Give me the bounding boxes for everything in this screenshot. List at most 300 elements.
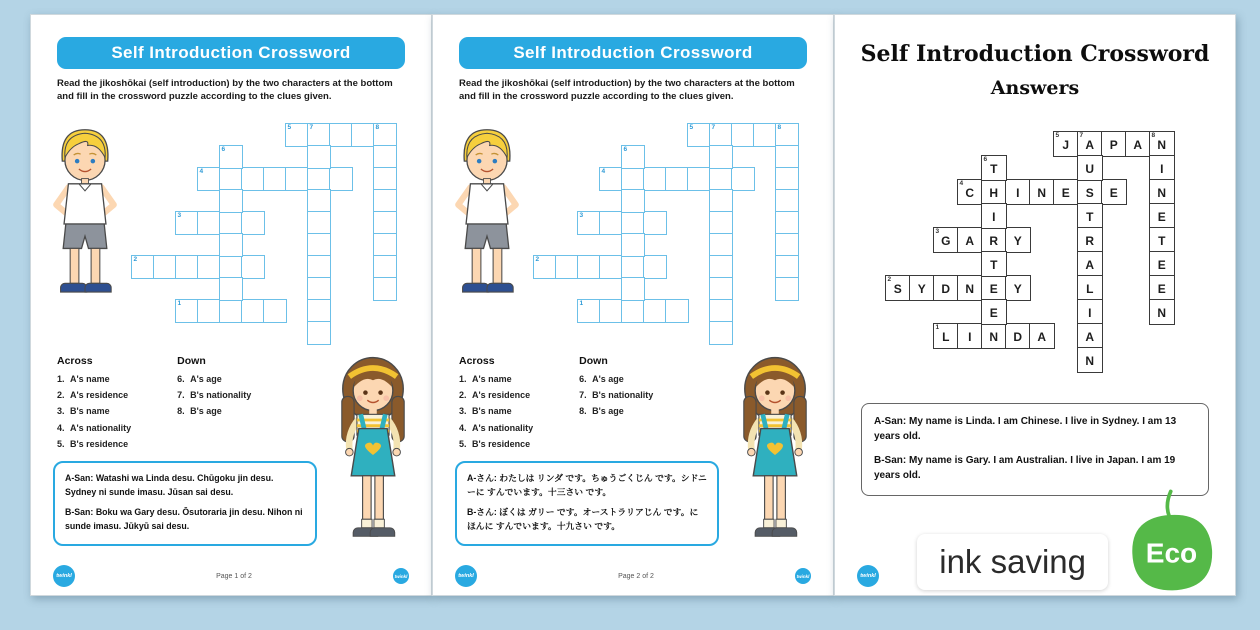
clue-number: 4. bbox=[57, 422, 65, 433]
crossword-cell bbox=[775, 145, 799, 169]
crossword-answer-letter: J bbox=[1062, 137, 1070, 152]
instructions-text: Read the jikoshōkai (self introduction) by the two characters at the bottom and fill in the crossword puzzle according to the clues given. bbox=[459, 78, 795, 103]
twinkl-logo bbox=[857, 565, 879, 587]
clue-text: B's residence bbox=[472, 438, 531, 449]
dialogue-line bbox=[467, 506, 707, 533]
crossword-answer-letter: A bbox=[1085, 137, 1095, 152]
page-number: Page 2 of 2 bbox=[618, 572, 654, 580]
crossword-answer-letter: S bbox=[893, 281, 902, 296]
clue-text: B's age bbox=[190, 406, 222, 417]
clue-number: 1. bbox=[459, 374, 467, 384]
crossword-answer-letter: I bbox=[992, 209, 996, 224]
crossword-cell bbox=[307, 189, 331, 213]
crossword-cell bbox=[665, 299, 689, 323]
crossword-answer-letter: A bbox=[1085, 329, 1095, 344]
crossword-clue-number: 7 bbox=[711, 123, 716, 131]
crossword-cell bbox=[981, 251, 1007, 277]
crossword-cell bbox=[175, 299, 199, 323]
speaker-label: A-さん: bbox=[467, 473, 497, 483]
crossword-cell bbox=[307, 233, 331, 257]
clue-text: B's residence bbox=[70, 438, 129, 449]
clue-text: B's nationality bbox=[592, 390, 654, 401]
crossword-cell bbox=[1077, 155, 1103, 181]
crossword-cell bbox=[329, 123, 353, 147]
clue-item bbox=[579, 371, 653, 387]
crossword-cell bbox=[709, 299, 733, 323]
clue-item bbox=[57, 371, 131, 387]
crossword-cell bbox=[775, 211, 799, 235]
crossword-clue-number: 7 bbox=[1079, 131, 1084, 139]
crossword-cell bbox=[219, 233, 243, 257]
clue-number: 5. bbox=[459, 438, 467, 449]
eco-leaf-svg bbox=[1122, 487, 1218, 598]
crossword-cell bbox=[1149, 299, 1175, 325]
crossword-cell bbox=[307, 299, 331, 323]
crossword-cell bbox=[621, 277, 645, 301]
clue-text: B's name bbox=[472, 406, 512, 417]
crossword-answer-letter: I bbox=[1016, 185, 1020, 200]
crossword-clue-number: 2 bbox=[887, 275, 892, 283]
crossword-answer-letter: A bbox=[1085, 257, 1095, 272]
clue-number: 2. bbox=[459, 390, 467, 401]
crossword-clue-number: 3 bbox=[579, 211, 584, 219]
crossword-cell bbox=[981, 323, 1007, 349]
crossword-clue-number: 6 bbox=[983, 155, 988, 163]
crossword-cell bbox=[981, 227, 1007, 253]
crossword-cell bbox=[1005, 227, 1031, 253]
crossword-answer-letter: L bbox=[1086, 281, 1094, 296]
worksheet-title-banner bbox=[57, 37, 405, 69]
crossword-cell bbox=[957, 227, 983, 253]
crossword-clue-number: 8 bbox=[1151, 131, 1156, 139]
crossword-cell bbox=[981, 299, 1007, 325]
answers-box bbox=[861, 403, 1209, 496]
crossword-cell bbox=[197, 255, 221, 279]
crossword-cell bbox=[1149, 179, 1175, 205]
crossword-cell bbox=[957, 179, 983, 205]
crossword-grid-empty bbox=[533, 123, 799, 345]
crossword-cell bbox=[1077, 131, 1103, 157]
crossword-cell bbox=[219, 211, 243, 235]
crossword-cell bbox=[131, 255, 155, 279]
crossword-cell bbox=[219, 167, 243, 191]
instructions-text: Read the jikoshōkai (self introduction) by the two characters at the bottom and fill in the crossword puzzle according to the clues given. bbox=[57, 78, 393, 103]
crossword-cell bbox=[1077, 203, 1103, 229]
worksheet-title: Self Introduction Crossword bbox=[513, 43, 753, 62]
crossword-answer-letter: I bbox=[1160, 161, 1164, 176]
crossword-cell bbox=[329, 167, 353, 191]
eco-leaf-icon bbox=[1122, 487, 1218, 598]
crossword-cell bbox=[241, 255, 265, 279]
across-heading: Across bbox=[57, 355, 93, 367]
crossword-cell bbox=[263, 167, 287, 191]
crossword-cell bbox=[775, 189, 799, 213]
crossword-cell bbox=[373, 277, 397, 301]
clue-item bbox=[459, 387, 533, 403]
crossword-cell bbox=[621, 189, 645, 213]
crossword-cell bbox=[709, 211, 733, 235]
down-clues bbox=[579, 355, 653, 452]
crossword-cell bbox=[981, 179, 1007, 205]
across-clues bbox=[459, 355, 533, 452]
crossword-cell bbox=[643, 299, 667, 323]
page-number: Page 1 of 2 bbox=[216, 572, 252, 580]
crossword-cell bbox=[153, 255, 177, 279]
dialogue-line bbox=[65, 506, 305, 533]
twinkl-logo-text: twinkl bbox=[56, 573, 72, 579]
clue-number: 1. bbox=[57, 374, 65, 384]
crossword-cell bbox=[373, 123, 397, 147]
clue-item bbox=[177, 387, 251, 403]
crossword-cell bbox=[621, 255, 645, 279]
crossword-clue-number: 5 bbox=[287, 123, 292, 131]
crossword-cell bbox=[709, 277, 733, 301]
clue-number: 4. bbox=[459, 422, 467, 433]
crossword-cell bbox=[731, 167, 755, 191]
crossword-cell bbox=[373, 233, 397, 257]
worksheet-title-banner bbox=[459, 37, 807, 69]
crossword-clue-number: 5 bbox=[689, 123, 694, 131]
crossword-cell bbox=[709, 189, 733, 213]
clue-text: A's age bbox=[592, 374, 624, 384]
crossword-cell bbox=[1149, 203, 1175, 229]
crossword-answer-letter: D bbox=[941, 281, 951, 296]
speaker-label: A-San: bbox=[65, 473, 94, 483]
clue-number: 3. bbox=[459, 406, 467, 417]
speaker-label: B-San: bbox=[65, 507, 94, 518]
crossword-cell bbox=[577, 255, 601, 279]
crossword-cell bbox=[885, 275, 911, 301]
crossword-cell bbox=[621, 211, 645, 235]
crossword-answer-letter: E bbox=[989, 281, 998, 296]
answer-line bbox=[874, 414, 1196, 444]
crossword-cell bbox=[957, 323, 983, 349]
crossword-cell bbox=[1149, 227, 1175, 253]
clue-text: A's age bbox=[190, 374, 222, 384]
crossword-clue-number: 8 bbox=[375, 123, 380, 131]
crossword-cell bbox=[219, 145, 243, 169]
answers-page-title: Self Introduction Crossword bbox=[860, 41, 1210, 67]
dialogue-line bbox=[467, 472, 707, 499]
boy-character-svg bbox=[37, 121, 133, 304]
crossword-cell bbox=[175, 255, 199, 279]
crossword-grid-answers bbox=[885, 131, 1175, 373]
clue-item bbox=[177, 371, 251, 387]
down-heading: Down bbox=[579, 355, 608, 367]
clue-number: 7. bbox=[177, 390, 185, 401]
crossword-clue-number: 4 bbox=[601, 167, 606, 175]
crossword-answer-letter: G bbox=[941, 233, 951, 248]
crossword-cell bbox=[957, 275, 983, 301]
twinkl-logo-text: twinkl bbox=[394, 573, 408, 579]
crossword-cell bbox=[1077, 323, 1103, 349]
boy-character-illustration bbox=[439, 121, 535, 304]
crossword-cell bbox=[753, 123, 777, 147]
crossword-cell bbox=[219, 299, 243, 323]
crossword-cell bbox=[373, 167, 397, 191]
crossword-cell bbox=[1029, 323, 1055, 349]
crossword-cell bbox=[709, 145, 733, 169]
crossword-clue-number: 4 bbox=[959, 179, 964, 187]
crossword-answer-letter: N bbox=[1157, 137, 1167, 152]
crossword-cell bbox=[643, 211, 667, 235]
dialogue-box bbox=[455, 461, 719, 546]
crossword-cell bbox=[307, 211, 331, 235]
crossword-cell bbox=[1077, 275, 1103, 301]
crossword-cell bbox=[1149, 275, 1175, 301]
clue-item bbox=[579, 387, 653, 403]
clue-item bbox=[459, 436, 533, 452]
clue-text: B's age bbox=[592, 406, 624, 417]
crossword-cell bbox=[373, 255, 397, 279]
crossword-answer-letter: P bbox=[1109, 137, 1118, 152]
crossword-cell bbox=[775, 167, 799, 191]
dialogue-text: Boku wa Gary desu. Ōsutoraria jin desu. Nihon ni sunde imasu. Jūkyū sai desu. bbox=[65, 507, 303, 531]
crossword-cell bbox=[197, 167, 221, 191]
crossword-clue-number: 2 bbox=[133, 255, 138, 263]
twinkl-logo-small bbox=[795, 568, 811, 584]
crossword-cell bbox=[241, 211, 265, 235]
crossword-answer-letter: R bbox=[989, 233, 999, 248]
crossword-cell bbox=[533, 255, 557, 279]
crossword-cell bbox=[1077, 347, 1103, 373]
crossword-clue-number: 7 bbox=[309, 123, 314, 131]
crossword-cell bbox=[285, 123, 309, 147]
girl-character-illustration bbox=[321, 351, 425, 554]
crossword-cell bbox=[373, 145, 397, 169]
boy-character-illustration bbox=[37, 121, 133, 304]
boy-character-svg bbox=[439, 121, 535, 304]
crossword-cell bbox=[1149, 251, 1175, 277]
crossword-answer-letter: T bbox=[990, 257, 998, 272]
across-heading: Across bbox=[459, 355, 495, 367]
clue-number: 8. bbox=[177, 406, 185, 417]
crossword-cell bbox=[373, 211, 397, 235]
crossword-cell bbox=[909, 275, 935, 301]
crossword-cell bbox=[219, 277, 243, 301]
worksheet-page-1[interactable] bbox=[30, 14, 432, 596]
crossword-answer-letter: Y bbox=[1013, 281, 1022, 296]
crossword-cell bbox=[351, 123, 375, 147]
girl-character-illustration bbox=[723, 351, 827, 554]
crossword-answer-letter: D bbox=[1013, 329, 1023, 344]
crossword-cell bbox=[709, 321, 733, 345]
crossword-answer-letter: N bbox=[1037, 185, 1047, 200]
down-clues bbox=[177, 355, 251, 452]
worksheet-page-2[interactable] bbox=[432, 14, 834, 596]
crossword-clue-number: 1 bbox=[177, 299, 182, 307]
twinkl-logo bbox=[53, 565, 75, 587]
crossword-answer-letter: E bbox=[1157, 281, 1166, 296]
crossword-answer-letter: A bbox=[1133, 137, 1143, 152]
crossword-cell bbox=[1005, 275, 1031, 301]
crossword-cell bbox=[775, 233, 799, 257]
crossword-cell bbox=[241, 167, 265, 191]
crossword-answer-letter: C bbox=[965, 185, 975, 200]
crossword-cell bbox=[621, 167, 645, 191]
crossword-cell bbox=[981, 203, 1007, 229]
clue-text: A's residence bbox=[472, 390, 531, 401]
crossword-cell bbox=[933, 275, 959, 301]
crossword-cell bbox=[1077, 179, 1103, 205]
crossword-answer-letter: E bbox=[1109, 185, 1118, 200]
crossword-answer-letter: S bbox=[1085, 185, 1094, 200]
crossword-cell bbox=[1053, 179, 1079, 205]
answer-text: My name is Linda. I am Chinese. I live in Sydney. I am 13 years old. bbox=[874, 416, 1177, 442]
clue-item bbox=[459, 403, 533, 419]
dialogue-text: Watashi wa Linda desu. Chūgoku jin desu. Sydney ni sunde imasu. Jūsan sai desu. bbox=[65, 473, 274, 497]
crossword-cell bbox=[709, 167, 733, 191]
eco-label: Eco bbox=[1145, 537, 1198, 569]
clue-number: 2. bbox=[57, 390, 65, 401]
crossword-answer-letter: N bbox=[1085, 353, 1095, 368]
down-heading: Down bbox=[177, 355, 206, 367]
crossword-answer-letter: L bbox=[942, 329, 950, 344]
crossword-cell bbox=[1101, 131, 1127, 157]
crossword-cell bbox=[263, 299, 287, 323]
crossword-cell bbox=[219, 189, 243, 213]
crossword-clue-number: 2 bbox=[535, 255, 540, 263]
crossword-cell bbox=[285, 167, 309, 191]
crossword-clue-number: 1 bbox=[935, 323, 940, 331]
crossword-cell bbox=[1029, 179, 1055, 205]
worksheet-title: Self Introduction Crossword bbox=[111, 43, 351, 62]
crossword-answer-letter: E bbox=[1157, 209, 1166, 224]
ink-saving-eco-badge bbox=[917, 487, 1218, 598]
crossword-cell bbox=[1005, 179, 1031, 205]
twinkl-logo-text: twinkl bbox=[796, 573, 810, 579]
clue-item bbox=[57, 403, 131, 419]
crossword-cell bbox=[1005, 323, 1031, 349]
crossword-cell bbox=[687, 123, 711, 147]
crossword-cell bbox=[665, 167, 689, 191]
crossword-cell bbox=[709, 123, 733, 147]
clue-item bbox=[57, 387, 131, 403]
girl-character-svg bbox=[723, 351, 827, 554]
clue-text: A's nationality bbox=[472, 422, 534, 433]
crossword-cell bbox=[709, 233, 733, 257]
crossword-cell bbox=[981, 155, 1007, 181]
crossword-cell bbox=[307, 145, 331, 169]
crossword-cell bbox=[709, 255, 733, 279]
crossword-clue-number: 6 bbox=[221, 145, 226, 153]
clue-text: B's name bbox=[70, 406, 110, 417]
twinkl-logo-text: twinkl bbox=[860, 573, 876, 579]
girl-character-svg bbox=[321, 351, 425, 554]
crossword-cell bbox=[933, 323, 959, 349]
crossword-answer-letter: N bbox=[989, 329, 999, 344]
crossword-cell bbox=[577, 299, 601, 323]
crossword-cell bbox=[643, 255, 667, 279]
crossword-answer-letter: H bbox=[989, 185, 999, 200]
crossword-cell bbox=[219, 255, 243, 279]
crossword-grid-empty bbox=[131, 123, 397, 345]
answers-page-subtitle: Answers bbox=[990, 77, 1080, 99]
answer-text: My name is Gary. I am Australian. I live in Japan. I am 19 years old. bbox=[874, 455, 1176, 481]
crossword-answer-letter: A bbox=[1037, 329, 1047, 344]
crossword-clue-number: 3 bbox=[935, 227, 940, 235]
crossword-cell bbox=[175, 211, 199, 235]
clue-number: 6. bbox=[177, 374, 185, 384]
clues-section bbox=[57, 355, 251, 452]
crossword-cell bbox=[621, 145, 645, 169]
page-footer bbox=[455, 565, 811, 587]
crossword-cell bbox=[1125, 131, 1151, 157]
ink-saving-label bbox=[917, 534, 1108, 590]
crossword-answer-letter: R bbox=[1085, 233, 1095, 248]
clue-text: A's name bbox=[472, 374, 512, 384]
crossword-cell bbox=[775, 123, 799, 147]
crossword-cell bbox=[1053, 131, 1079, 157]
crossword-cell bbox=[373, 189, 397, 213]
crossword-cell bbox=[599, 167, 623, 191]
crossword-cell bbox=[1077, 299, 1103, 325]
crossword-cell bbox=[197, 211, 221, 235]
dialogue-text: ぼくは ガリー です。オーストラリアじん です。にほんに すんでいます。十九さい です。 bbox=[467, 507, 699, 531]
crossword-clue-number: 3 bbox=[177, 211, 182, 219]
ink-saving-text: ink saving bbox=[939, 543, 1086, 580]
crossword-cell bbox=[1077, 251, 1103, 277]
crossword-answer-letter: E bbox=[1061, 185, 1070, 200]
dialogue-line bbox=[65, 472, 305, 499]
crossword-answer-letter: T bbox=[1158, 233, 1166, 248]
clue-item bbox=[177, 403, 251, 419]
clue-item bbox=[459, 371, 533, 387]
speaker-label: B-San: bbox=[874, 455, 907, 466]
dialogue-box bbox=[53, 461, 317, 546]
crossword-answer-letter: E bbox=[989, 305, 998, 320]
crossword-cell bbox=[1149, 155, 1175, 181]
clue-item bbox=[57, 436, 131, 452]
page-footer bbox=[53, 565, 409, 587]
crossword-answer-letter: T bbox=[1086, 209, 1094, 224]
crossword-cell bbox=[1077, 227, 1103, 253]
clue-number: 8. bbox=[579, 406, 587, 417]
crossword-answer-letter: Y bbox=[917, 281, 926, 296]
clue-text: A's name bbox=[70, 374, 110, 384]
clue-text: A's residence bbox=[70, 390, 129, 401]
twinkl-logo bbox=[455, 565, 477, 587]
crossword-cell bbox=[599, 255, 623, 279]
crossword-cell bbox=[687, 167, 711, 191]
crossword-answer-letter: I bbox=[968, 329, 972, 344]
crossword-clue-number: 5 bbox=[1055, 131, 1060, 139]
crossword-cell bbox=[981, 275, 1007, 301]
crossword-cell bbox=[577, 211, 601, 235]
crossword-answer-letter: A bbox=[965, 233, 975, 248]
crossword-cell bbox=[621, 299, 645, 323]
crossword-cell bbox=[555, 255, 579, 279]
crossword-clue-number: 6 bbox=[623, 145, 628, 153]
crossword-clue-number: 4 bbox=[199, 167, 204, 175]
crossword-answer-letter: N bbox=[1157, 305, 1167, 320]
crossword-answer-letter: U bbox=[1085, 161, 1095, 176]
crossword-cell bbox=[599, 299, 623, 323]
crossword-cell bbox=[731, 123, 755, 147]
twinkl-logo-small bbox=[393, 568, 409, 584]
clue-text: A's nationality bbox=[70, 422, 132, 433]
across-clues bbox=[57, 355, 131, 452]
clue-item bbox=[579, 403, 653, 419]
dialogue-text: わたしは リンダ です。ちゅうごくじん です。シドニーに すんでいます。十三さい です。 bbox=[467, 473, 707, 497]
crossword-answer-letter: I bbox=[1088, 305, 1092, 320]
crossword-cell bbox=[599, 211, 623, 235]
crossword-answer-letter: Y bbox=[1013, 233, 1022, 248]
crossword-cell bbox=[1101, 179, 1127, 205]
clue-number: 5. bbox=[57, 438, 65, 449]
clues-section bbox=[459, 355, 653, 452]
crossword-clue-number: 8 bbox=[777, 123, 782, 131]
